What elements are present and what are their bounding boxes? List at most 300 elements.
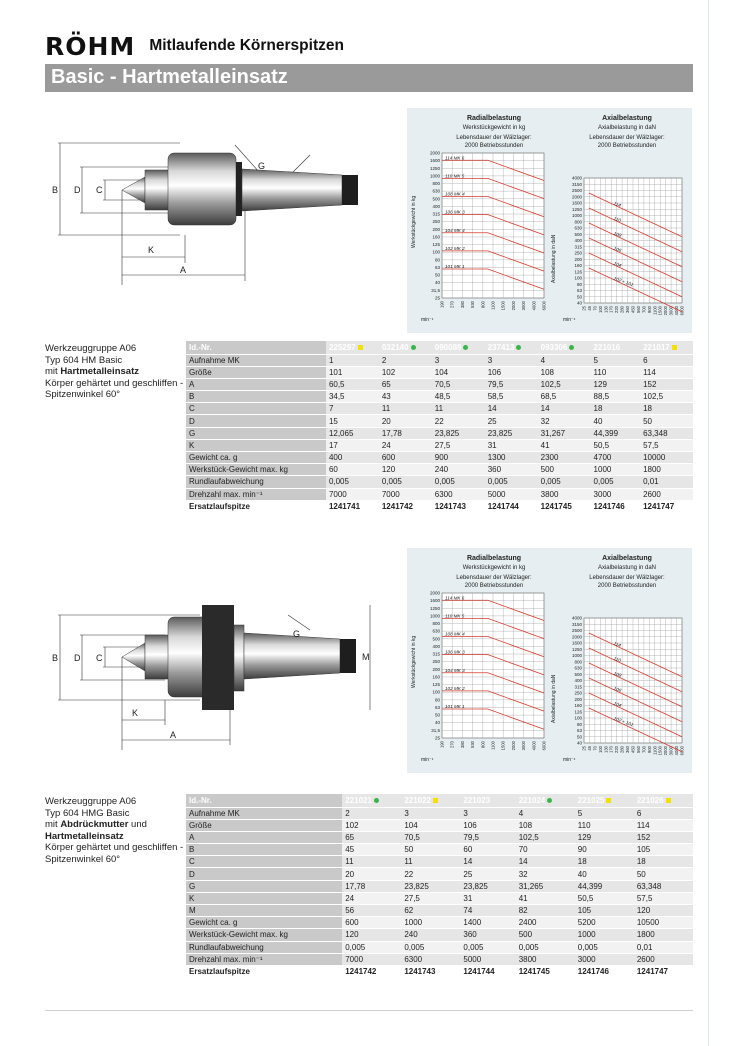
x-tick-label: 2000 [510, 741, 516, 751]
table-row [186, 391, 693, 403]
row-label: Größe [186, 366, 326, 378]
id-number-cell: 221023 [460, 794, 515, 807]
availability-marker-icon [433, 798, 438, 803]
dim-label-C-2: C [96, 653, 103, 663]
row-label: Gewicht ca. g [186, 452, 326, 464]
table-row [186, 941, 693, 953]
y-tick-label: 1000 [571, 653, 582, 658]
table-row [186, 366, 693, 378]
table-row [186, 856, 693, 868]
table-row [186, 917, 693, 929]
table-cell: 114 [634, 819, 693, 831]
row-label: M [186, 905, 342, 917]
y-tick-label: 31,5 [431, 727, 440, 733]
table-cell: 3000 [591, 488, 641, 500]
table-cell: 57,5 [634, 892, 693, 904]
table-cell: 44,399 [591, 427, 641, 439]
x-tick-label: 100 [597, 746, 603, 753]
table-cell: 400 [326, 452, 379, 464]
tailstock-center-drawing-2 [50, 585, 380, 750]
x-tick-label: 280 [619, 746, 625, 753]
y-tick-label: 100 [574, 715, 582, 721]
table-cell: 102,5 [516, 831, 575, 843]
table-header-label: Id.-Nr. [186, 341, 326, 354]
y-tick-label: 40 [434, 280, 440, 286]
chart1-right-unit: min⁻¹ [563, 317, 576, 323]
y-tick-label: 4000 [571, 175, 582, 181]
y-tick-label: 80 [434, 257, 440, 263]
table-cell: 11 [432, 403, 485, 415]
curve-label: 101 MK 1 [445, 264, 465, 269]
product-description-2 [45, 796, 183, 865]
curve-label: 104 [613, 700, 622, 709]
x-tick-label: 560 [635, 306, 641, 313]
y-tick-label: 400 [432, 643, 440, 649]
ersatz-row [186, 965, 693, 977]
y-tick-label: 1000 [571, 213, 582, 218]
desc2-line1: Werkzeuggruppe A06 [45, 796, 137, 807]
y-tick-label: 100 [432, 249, 440, 255]
table-cell: 50,5 [575, 892, 634, 904]
availability-marker-icon [547, 798, 552, 803]
y-tick-label: 80 [576, 721, 582, 727]
y-tick-label: 500 [432, 636, 440, 642]
x-tick-label: 2000 [663, 746, 669, 756]
table-cell: 102,5 [640, 391, 693, 403]
y-tick-label: 2000 [571, 194, 582, 200]
table-cell: 60 [326, 464, 379, 476]
row-label: B [186, 844, 342, 856]
y-tick-label: 1600 [429, 598, 440, 604]
load-chart-2 [407, 548, 692, 773]
x-tick-label: 700 [641, 746, 647, 753]
table-cell: 20 [379, 415, 432, 427]
table-row [186, 831, 693, 843]
table-cell: 50 [634, 868, 693, 880]
table-cell: 50 [640, 415, 693, 427]
table-cell: 104 [432, 366, 485, 378]
y-tick-label: 80 [434, 697, 440, 703]
table-cell: 70,5 [401, 831, 460, 843]
dim-label-D: D [74, 185, 81, 195]
table-cell: 1000 [591, 464, 641, 476]
y-tick-label: 50 [576, 734, 582, 740]
y-tick-label: 1250 [429, 605, 440, 611]
table-cell: 10000 [640, 452, 693, 464]
table-cell: 4 [538, 354, 591, 366]
desc1-line2: Typ 604 HM Basic [45, 354, 123, 366]
chart2-left-ylabel: Werkstückgewicht in kg [411, 635, 417, 688]
id-number-cell: 221021 [342, 794, 401, 807]
table-row [186, 892, 693, 904]
footer-line [45, 1010, 693, 1011]
banner-title: Basic - Hartmetalleinsatz [51, 66, 288, 88]
row-label: K [186, 892, 342, 904]
x-tick-label: 380 [459, 301, 465, 308]
table-cell: 17,78 [342, 880, 401, 892]
x-tick-label: 220 [614, 306, 620, 313]
desc1-line1: Werkzeuggruppe A06 [45, 343, 137, 354]
chart2-right-sub3: 2000 Betriebsstunden [597, 583, 657, 589]
table-cell: 0,005 [342, 941, 401, 953]
row-label: K [186, 439, 326, 451]
curve-label: 106 [613, 685, 622, 694]
chart1-left-unit: min⁻¹ [421, 317, 434, 323]
table-cell: 360 [460, 929, 515, 941]
table-cell: 3800 [516, 953, 575, 965]
table-cell: 600 [379, 452, 432, 464]
x-tick-label: 6000 [679, 746, 685, 756]
row-label: B [186, 391, 326, 403]
y-tick-label: 1600 [571, 640, 582, 646]
x-tick-label: 6000 [541, 301, 547, 311]
chart2-right-ylabel: Axialbelastung in daN [551, 674, 557, 723]
chart1-right-sub1: Axialbelastung in daN [597, 125, 657, 131]
spec-table-2 [186, 794, 693, 978]
y-tick-label: 160 [432, 674, 440, 680]
x-tick-label: 800 [480, 741, 486, 748]
chart2-left-title: Radialbelastung [466, 555, 522, 562]
table-cell: 31,267 [538, 427, 591, 439]
row-label: G [186, 427, 326, 439]
table-cell: 1241744 [485, 500, 538, 512]
y-tick-label: 500 [574, 231, 582, 237]
y-tick-label: 160 [574, 263, 582, 268]
dim-label-K-2: K [132, 708, 139, 718]
header-title: Mitlaufende Körnerspitzen [149, 37, 344, 54]
chart1-left-sub1: Werkstückgewicht in kg [462, 125, 526, 131]
table-cell: 2600 [640, 488, 693, 500]
y-tick-label: 200 [574, 256, 582, 262]
y-tick-label: 126 [574, 709, 582, 715]
table-cell: 57,5 [640, 439, 693, 451]
x-tick-label: 1500 [500, 741, 506, 751]
table-cell: 32 [538, 415, 591, 427]
y-tick-label: 315 [574, 684, 582, 690]
table-cell: 22 [432, 415, 485, 427]
x-tick-label: 1100 [652, 746, 658, 756]
dim-label-B: B [52, 185, 59, 195]
row-label: Drehzahl max. min⁻¹ [186, 488, 326, 500]
x-tick-label: 3000 [668, 306, 674, 316]
desc1-line4: Körper gehärtet und geschliffen - [45, 377, 184, 389]
table-cell: 152 [634, 831, 693, 843]
y-tick-label: 25 [434, 735, 440, 741]
table-row [186, 378, 693, 390]
chart1-right-sub3: 2000 Betriebsstunden [597, 143, 657, 149]
curve-label: 104 MK 3 [445, 667, 465, 673]
x-tick-label: 530 [470, 741, 476, 748]
table-cell: 0,005 [401, 941, 460, 953]
table-cell: 40 [591, 415, 641, 427]
table-cell: 120 [379, 464, 432, 476]
table-cell: 14 [516, 856, 575, 868]
y-tick-label: 2500 [571, 628, 582, 633]
x-tick-label: 800 [480, 301, 486, 308]
table-cell: 56 [342, 905, 401, 917]
curve-label: 102 MK 2 [445, 245, 465, 251]
table-cell: 6300 [432, 488, 485, 500]
chart2-left-sub1: Werkstückgewicht in kg [462, 565, 526, 571]
availability-marker-icon [569, 345, 574, 350]
table-cell: 18 [634, 856, 693, 868]
table-cell: 0,005 [326, 476, 379, 488]
table-cell: 600 [342, 917, 401, 929]
table-cell: 1241741 [326, 500, 379, 512]
table-cell: 120 [634, 905, 693, 917]
table-cell: 24 [342, 892, 401, 904]
table-cell: 0,005 [460, 941, 515, 953]
table-cell: 360 [485, 464, 538, 476]
y-tick-label: 63 [434, 704, 440, 710]
table-row [186, 488, 693, 500]
id-number-cell: 221026 [634, 794, 693, 807]
row-label: A [186, 378, 326, 390]
table-cell: 0,005 [379, 476, 432, 488]
row-label: Rundlaufabweichung [186, 941, 342, 953]
y-tick-label: 3150 [571, 181, 582, 187]
x-tick-label: 900 [646, 306, 652, 313]
dim-label-B-2: B [52, 653, 59, 663]
table-row [186, 427, 693, 439]
x-tick-label: 450 [630, 746, 636, 753]
table-cell: 25 [460, 868, 515, 880]
y-tick-label: 63 [434, 264, 440, 270]
x-tick-label: 360 [625, 746, 631, 753]
table-cell: 3 [401, 807, 460, 819]
table-cell: 2 [342, 807, 401, 819]
y-tick-label: 315 [574, 244, 582, 250]
row-label: A [186, 831, 342, 843]
x-tick-label: 70 [592, 306, 598, 311]
table-cell: 106 [485, 366, 538, 378]
table-cell: 152 [640, 378, 693, 390]
table-cell: 12,065 [326, 427, 379, 439]
x-tick-label: 3000 [668, 746, 674, 756]
y-tick-label: 50 [576, 294, 582, 300]
x-tick-label: 270 [449, 301, 455, 308]
table-cell: 14 [485, 403, 538, 415]
table-cell: 6 [640, 354, 693, 366]
table-cell: 74 [460, 905, 515, 917]
desc1-line3: mit Hartmetalleinsatz [45, 366, 139, 377]
table-cell: 2 [379, 354, 432, 366]
availability-marker-icon [411, 345, 416, 350]
table-cell: 23,825 [460, 880, 515, 892]
chart1-left-ylabel: Werkstückgewicht in kg [411, 195, 417, 248]
x-tick-label: 45 [586, 306, 592, 311]
table-cell: 0,005 [485, 476, 538, 488]
x-tick-label: 6000 [541, 741, 547, 751]
curve-label: 110 MK 5 [445, 173, 465, 179]
table-cell: 34,5 [326, 391, 379, 403]
y-tick-label: 125 [432, 682, 440, 688]
y-tick-label: 250 [574, 690, 582, 696]
table-cell: 3 [432, 354, 485, 366]
table-cell: 41 [516, 892, 575, 904]
table-cell: 23,825 [401, 880, 460, 892]
table-cell: 27,5 [432, 439, 485, 451]
availability-marker-icon [358, 345, 363, 350]
x-tick-label: 70 [592, 746, 598, 751]
x-tick-label: 25 [581, 746, 587, 751]
chart1-right-sub2: Lebensdauer der Wälzlager: [589, 135, 665, 141]
row-label: D [186, 415, 326, 427]
table-cell: 2400 [516, 917, 575, 929]
y-tick-label: 1600 [571, 200, 582, 206]
id-number-cell: 225297 [326, 341, 379, 354]
chart2-right-sub1: Axialbelastung in daN [597, 565, 657, 571]
curve-label: 102 MK 2 [445, 685, 465, 691]
availability-marker-icon [463, 345, 468, 350]
x-tick-label: 100 [597, 306, 603, 313]
table-row [186, 905, 693, 917]
table-cell: 900 [432, 452, 485, 464]
y-tick-label: 250 [574, 250, 582, 256]
table-cell: 110 [575, 819, 634, 831]
x-tick-label: 4000 [674, 306, 680, 316]
table-cell: 70 [516, 844, 575, 856]
x-tick-label: 25 [581, 306, 587, 311]
x-tick-label: 1500 [657, 746, 663, 756]
row-label: G [186, 880, 342, 892]
table-cell: 17 [326, 439, 379, 451]
y-tick-label: 1250 [571, 646, 582, 652]
dim-label-D-2: D [74, 653, 81, 663]
table-cell: 6300 [401, 953, 460, 965]
table-cell: 500 [538, 464, 591, 476]
dim-label-C: C [96, 185, 103, 195]
table-cell: 90 [575, 844, 634, 856]
x-tick-label: 700 [641, 306, 647, 313]
table-cell: 25 [485, 415, 538, 427]
table-cell: 5 [575, 807, 634, 819]
spec-table-1 [186, 341, 693, 513]
x-tick-label: 4000 [531, 741, 537, 751]
table-cell: 44,399 [575, 880, 634, 892]
table-cell: 11 [342, 856, 401, 868]
product-description-1 [45, 343, 183, 401]
curve-label: 106 MK 3 [445, 649, 465, 655]
curve-label: 101 MK 1 [445, 704, 465, 709]
table-row [186, 415, 693, 427]
table-cell: 60 [460, 844, 515, 856]
table-cell: 1241743 [401, 965, 460, 977]
curve-label: 104 MK 4 [445, 227, 465, 233]
dim-label-G-2: G [293, 629, 301, 639]
table-cell: 7000 [342, 953, 401, 965]
y-tick-label: 400 [432, 203, 440, 209]
table-cell: 0,005 [591, 476, 641, 488]
x-tick-label: 1100 [652, 306, 658, 316]
table-header-label: Id.-Nr. [186, 794, 342, 807]
table-row [186, 476, 693, 488]
table-header-row [186, 794, 693, 807]
table-cell: 65 [379, 378, 432, 390]
row-label: Werkstück-Gewicht max. kg [186, 929, 342, 941]
id-number-cell: 032140 [379, 341, 432, 354]
x-tick-label: 130 [603, 306, 609, 313]
y-tick-label: 40 [576, 300, 582, 306]
y-tick-label: 2000 [429, 590, 440, 596]
y-tick-label: 1000 [429, 613, 440, 619]
row-label: Ersatzlaufspitze [186, 965, 342, 977]
table-cell: 1241744 [460, 965, 515, 977]
dim-label-A-2: A [170, 730, 177, 740]
y-tick-label: 2000 [429, 150, 440, 156]
table-cell: 31 [485, 439, 538, 451]
id-number-cell: 221017 [640, 341, 693, 354]
table-cell: 11 [379, 403, 432, 415]
y-tick-label: 630 [574, 665, 582, 671]
table-cell: 105 [575, 905, 634, 917]
y-tick-label: 160 [432, 234, 440, 240]
chart2-right-sub2: Lebensdauer der Wälzlager: [589, 575, 665, 581]
table-cell: 3 [460, 807, 515, 819]
table-cell: 1800 [640, 464, 693, 476]
x-tick-label: 170 [608, 746, 614, 753]
table-cell: 101 [326, 366, 379, 378]
x-tick-label: 380 [459, 741, 465, 748]
table-cell: 63,348 [640, 427, 693, 439]
y-tick-label: 100 [574, 275, 582, 281]
y-tick-label: 100 [432, 689, 440, 695]
table-cell: 50,5 [591, 439, 641, 451]
x-tick-label: 45 [586, 746, 592, 751]
table-cell: 106 [460, 819, 515, 831]
table-cell: 0,005 [538, 476, 591, 488]
table-cell: 2300 [538, 452, 591, 464]
y-tick-label: 200 [432, 666, 440, 672]
table-cell: 102 [342, 819, 401, 831]
y-tick-label: 630 [432, 188, 440, 194]
desc2-line2: Typ 604 HMG Basic [45, 807, 130, 819]
table-cell: 32 [516, 868, 575, 880]
table-cell: 5000 [485, 488, 538, 500]
availability-marker-icon [666, 798, 671, 803]
table-cell: 108 [538, 366, 591, 378]
table-cell: 79,5 [485, 378, 538, 390]
table-cell: 102 [379, 366, 432, 378]
table-cell: 14 [538, 403, 591, 415]
table-cell: 88,5 [591, 391, 641, 403]
chart2-right-title: Axialbelastung [602, 555, 652, 562]
dim-label-G: G [258, 161, 266, 171]
chart2-left-unit: min⁻¹ [421, 757, 434, 763]
dim-label-A: A [180, 265, 187, 275]
table-cell: 15 [326, 415, 379, 427]
table-cell: 31 [460, 892, 515, 904]
table-cell: 23,825 [432, 427, 485, 439]
desc2-line6: Spitzenwinkel 60° [45, 853, 121, 865]
row-label: Aufnahme MK [186, 807, 342, 819]
table-cell: 1241745 [516, 965, 575, 977]
table-cell: 5 [591, 354, 641, 366]
table-cell: 1300 [485, 452, 538, 464]
y-tick-label: 50 [434, 712, 440, 718]
x-tick-label: 1500 [500, 301, 506, 311]
chart1-left-sub2: Lebensdauer der Wälzlager: [456, 135, 532, 141]
x-tick-label: 2000 [663, 306, 669, 316]
table-cell: 63,348 [634, 880, 693, 892]
table-cell: 1000 [575, 929, 634, 941]
table-row [186, 844, 693, 856]
table-cell: 1241747 [640, 500, 693, 512]
y-tick-label: 800 [574, 659, 582, 665]
table-cell: 18 [575, 856, 634, 868]
table-cell: 1000 [401, 917, 460, 929]
row-label: C [186, 856, 342, 868]
